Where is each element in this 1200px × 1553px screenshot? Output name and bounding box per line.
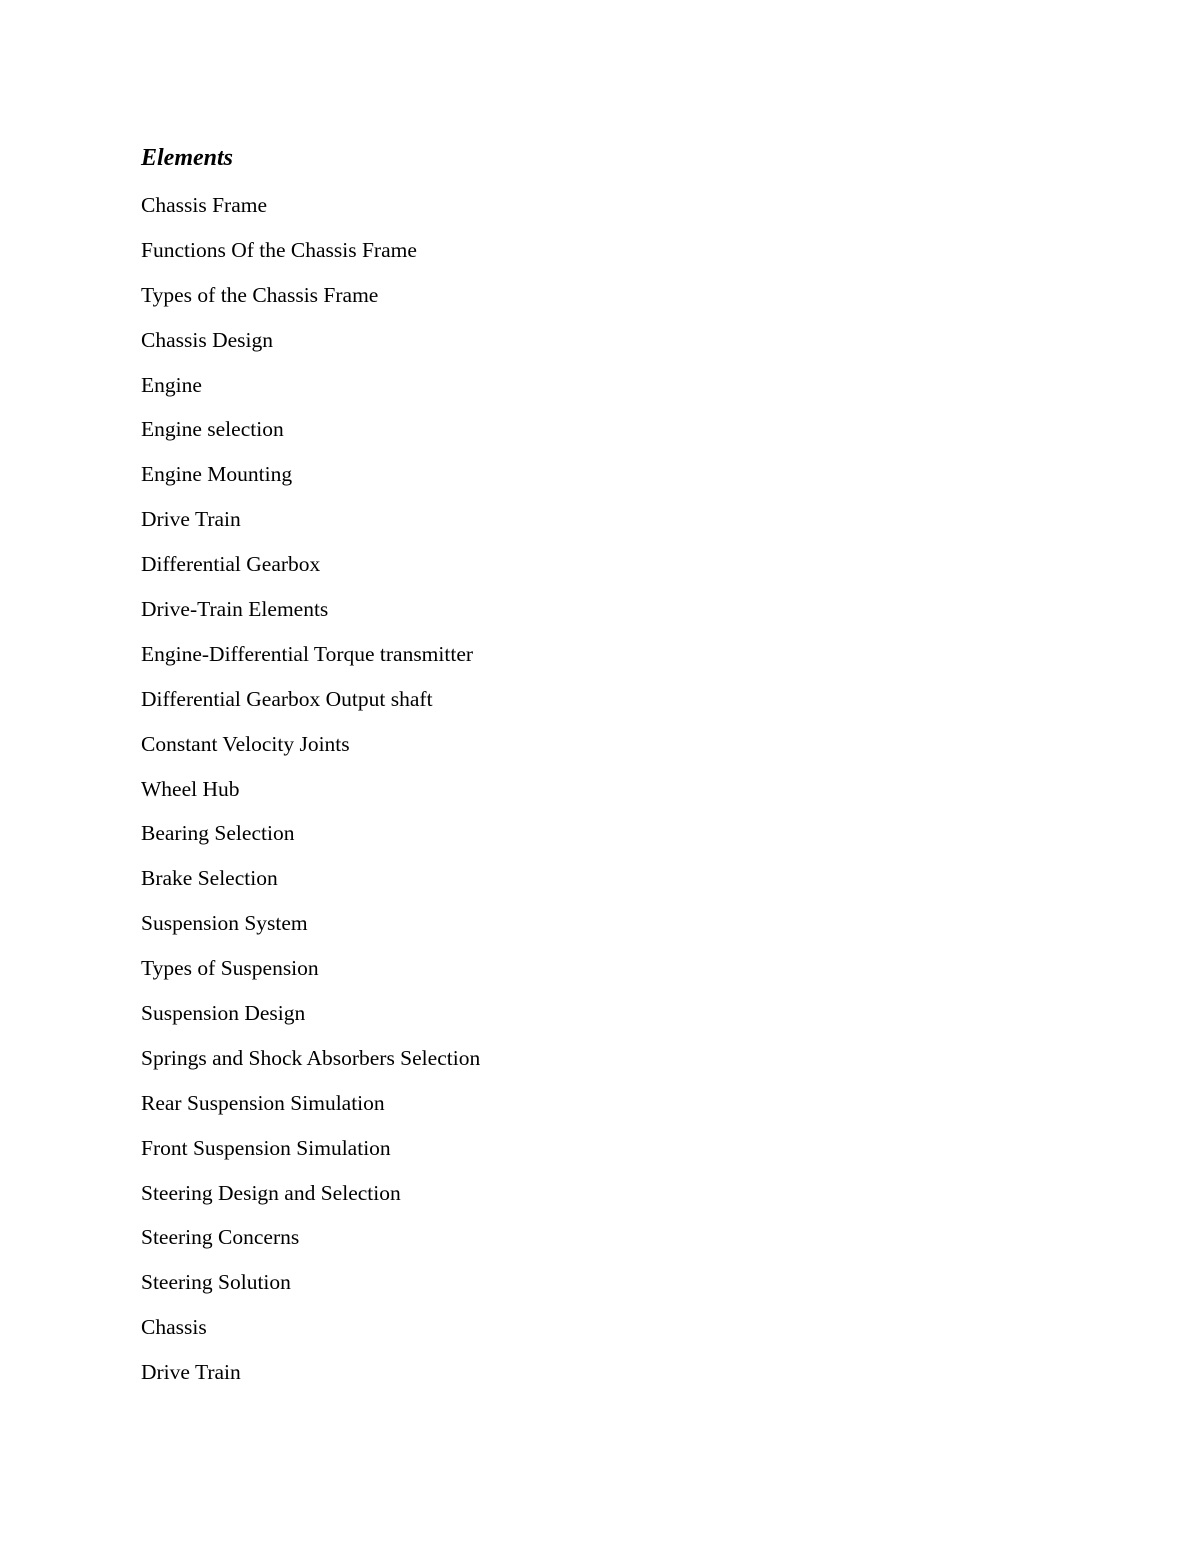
list-item: Wheel Hub [141,776,240,801]
list-item: Engine [141,372,202,397]
list-item: Steering Solution [141,1270,291,1295]
list-item: Chassis Frame [141,193,268,217]
list-item: Springs and Shock Absorbers Selection [141,1045,481,1070]
list-item: Steering Concerns [141,1225,300,1250]
list-item: Rear Suspension Simulation [141,1090,385,1115]
list-item: Brake Selection [141,866,278,891]
list-item: Bearing Selection [141,821,295,846]
list-item: Differential Gearbox [141,552,321,577]
list-item: Drive-Train Elements [141,597,329,622]
list-item: Constant Velocity Joints [141,731,350,756]
list-item: Engine selection [141,417,284,442]
contents-list [141,188,480,1400]
list-item: Drive Train [141,507,241,532]
list-item: Differential Gearbox Output shaft [141,686,433,711]
list-item: Suspension System [141,911,308,936]
list-item: Types of Suspension [141,956,319,981]
list-item: Chassis [141,1315,207,1340]
list-item: Drive Train [141,1360,241,1385]
list-item: Steering Design and Selection [141,1180,401,1205]
list-item: Front Suspension Simulation [141,1135,391,1160]
list-item: Engine Mounting [141,462,293,487]
list-item: Engine-Differential Torque transmitter [141,641,474,666]
list-item: Types of the Chassis Frame [141,282,379,307]
document-heading: Elements [141,145,234,171]
list-item: Functions Of the Chassis Frame [141,237,417,262]
list-item: Suspension Design [141,1001,306,1026]
list-item: Chassis Design [141,327,273,352]
